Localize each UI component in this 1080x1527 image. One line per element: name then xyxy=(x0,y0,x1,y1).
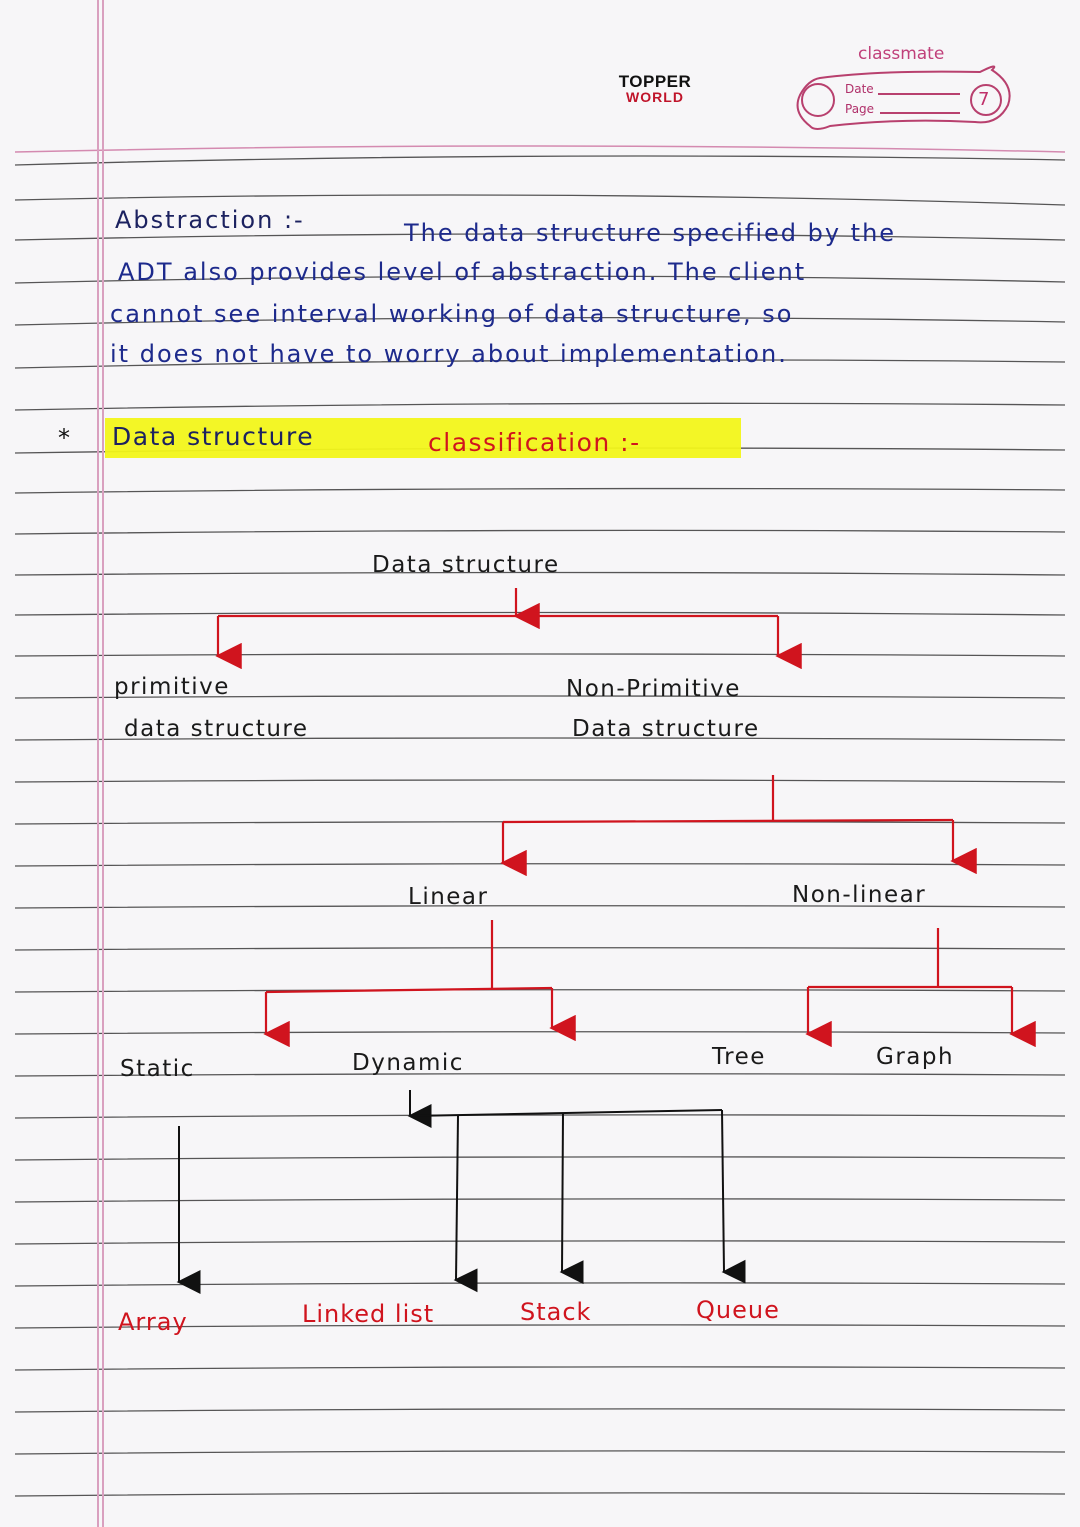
node-non-primitive-line-2: Data structure xyxy=(572,716,760,742)
classmate-brand: classmate xyxy=(858,44,945,64)
abstraction-line-2: ADT also provides level of abstraction. The client xyxy=(118,258,807,286)
date-label: Date xyxy=(845,82,874,96)
margin-line-outer xyxy=(97,0,99,1527)
page-label: Page xyxy=(845,102,875,116)
leaf-linked-list: Linked list xyxy=(302,1300,435,1328)
node-linear: Linear xyxy=(408,884,489,910)
abstraction-line-4: it does not have to worry about implementation. xyxy=(110,340,788,368)
abstraction-line-3: cannot see interval working of data structure, so xyxy=(110,300,794,328)
node-primitive-line-2: data structure xyxy=(124,716,309,742)
node-dynamic: Dynamic xyxy=(352,1050,464,1076)
node-data-structure: Data structure xyxy=(372,552,560,578)
leaf-stack: Stack xyxy=(520,1298,592,1326)
brand-line-2: WORLD xyxy=(626,89,684,105)
leaf-queue: Queue xyxy=(696,1296,780,1324)
bullet-star: * xyxy=(58,424,70,452)
brand-line-1: TOPPER xyxy=(618,72,692,91)
section-title-part-1: Data structure xyxy=(112,422,315,451)
page-number: 7 xyxy=(978,89,990,110)
node-non-primitive-line-1: Non-Primitive xyxy=(566,676,741,702)
margin-line-inner xyxy=(102,0,104,1527)
abstraction-term: Abstraction :- xyxy=(115,206,305,234)
node-non-linear: Non-linear xyxy=(792,882,927,908)
node-static: Static xyxy=(120,1056,195,1082)
topper-world-logo xyxy=(610,73,700,104)
node-primitive-line-1: primitive xyxy=(114,674,230,700)
node-tree: Tree xyxy=(712,1044,766,1070)
leaf-array: Array xyxy=(118,1308,188,1336)
abstraction-line-1: The data structure specified by the xyxy=(404,219,897,247)
section-title-part-2: classification :- xyxy=(428,428,641,457)
node-graph: Graph xyxy=(876,1044,955,1070)
